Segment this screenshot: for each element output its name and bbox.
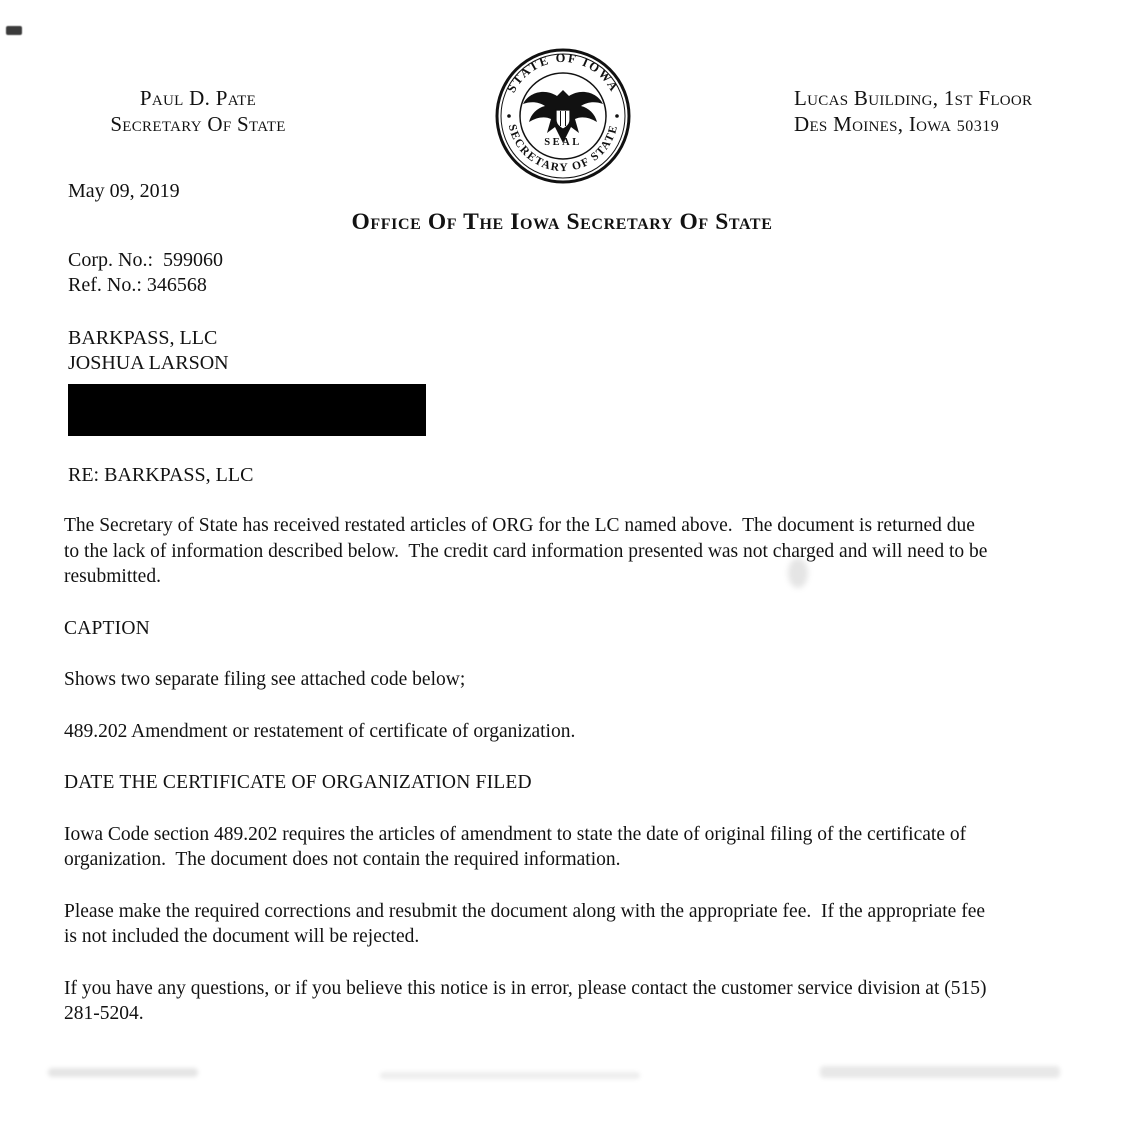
reference-numbers [68, 248, 1124, 298]
address-line2: Des Moines, Iowa [794, 111, 952, 136]
address-line2-wrap [794, 112, 1084, 138]
corp-number-line: Corp. No.: 599060 [68, 249, 223, 271]
date-line: May 09, 2019 [68, 180, 180, 202]
body-paragraph-received: The Secretary of State has received restated articles of ORG for the LC named above. The document is returned due to the lack of information described below. The credit card information presented was not charged and will need to be resubmitted. [64, 515, 993, 587]
seal-top-text: STATE OF IOWA [504, 50, 622, 95]
address-zip: 50319 [956, 117, 1000, 135]
re-line: RE: BARKPASS, LLC [68, 464, 254, 486]
sender-name: Paul D. Pate [139, 86, 257, 110]
recipient-name: JOSHUA LARSON [68, 352, 229, 374]
date-filed-heading: DATE THE CERTIFICATE OF ORGANIZATION FILED [64, 772, 532, 793]
redaction-bar [68, 384, 426, 436]
recipient-block [68, 326, 1124, 376]
sender-block [88, 86, 308, 137]
state-seal [492, 44, 634, 188]
recipient-company: BARKPASS, LLC [68, 327, 218, 349]
address-block [794, 86, 1084, 137]
ref-number-line: Ref. No.: 346568 [68, 274, 207, 296]
scan-artifact [380, 1072, 640, 1079]
caption-line: Shows two separate filing see attached code below; [64, 669, 466, 690]
caption-heading: CAPTION [64, 617, 150, 639]
scan-artifact [48, 1068, 198, 1077]
seal-bottom-text: SECRETARY OF STATE [505, 123, 621, 175]
body-paragraph-resubmit: Please make the required corrections and resubmit the document along with the appropriate fee. If the appropriate fee is not included the document will be rejected. [64, 900, 990, 947]
sender-title: Secretary Of State [110, 111, 286, 136]
letterhead [0, 0, 1124, 176]
seal-center-text: SEAL [544, 137, 582, 148]
scan-artifact [820, 1066, 1060, 1078]
state-seal-graphic [492, 44, 634, 188]
body-paragraph-questions: If you have any questions, or if you believe this notice is in error, please contact the customer service division at (515) 281-5204. [64, 977, 992, 1024]
eagle-icon [523, 90, 603, 143]
statute-line: 489.202 Amendment or restatement of certificate of organization. [64, 720, 576, 742]
address-line1: Lucas Building, 1st Floor [794, 86, 1033, 110]
office-heading: Office Of The Iowa Secretary Of State [351, 209, 773, 235]
body-paragraph-code: Iowa Code section 489.202 requires the articles of amendment to state the date of original filing of the certificate of organization. The document does not contain the required information. [64, 823, 971, 870]
